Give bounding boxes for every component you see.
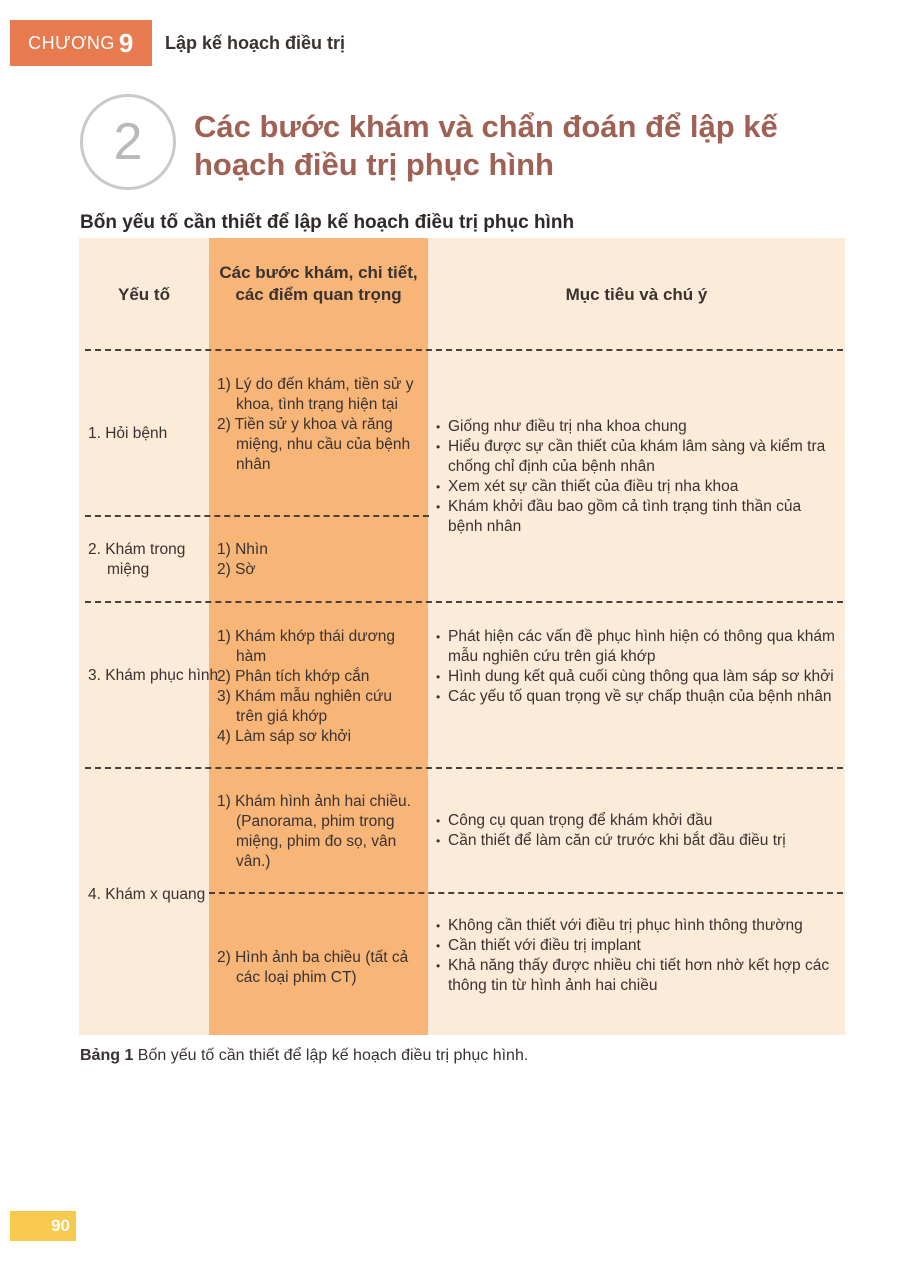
- note-item: • Công cụ quan trọng để khám khởi đầu: [436, 811, 836, 831]
- notes-1-2: [436, 417, 836, 537]
- note-item: • Giống như điều trị nha khoa chung: [436, 417, 836, 437]
- note-item: • Xem xét sự cần thiết của điều trị nha khoa: [436, 477, 836, 497]
- row-divider: [85, 349, 843, 351]
- steps-1: [217, 375, 422, 475]
- steps-4b: [217, 948, 422, 988]
- note-item: • Khám khởi đầu bao gồm cả tình trạng tinh thần của bệnh nhân: [436, 497, 836, 537]
- step-item: 2) Phân tích khớp cắn: [217, 668, 370, 685]
- section-number: 2: [80, 94, 176, 190]
- note-item: • Phát hiện các vấn đề phục hình hiện có thông qua khám mẫu nghiên cứu trên giá khớp: [436, 627, 836, 667]
- note-item: • Khả năng thấy được nhiều chi tiết hơn nhờ kết hợp các thông tin từ hình ảnh hai chiều: [436, 956, 836, 996]
- step-item: 1) Lý do đến khám, tiền sử y khoa, tình trạng hiện tại: [217, 376, 414, 413]
- row-divider: [85, 515, 429, 517]
- table-caption: [80, 1047, 528, 1065]
- note-item: • Các yếu tố quan trọng về sự chấp thuận của bệnh nhân: [436, 687, 836, 707]
- section-title: Các bước khám và chẩn đoán để lập kế hoạch điều trị phục hình: [194, 109, 778, 182]
- step-item: 1) Khám khớp thái dương hàm: [217, 628, 396, 665]
- notes-3: [436, 627, 836, 707]
- caption-text: Bốn yếu tố cần thiết để lập kế hoạch điều trị phục hình.: [133, 1047, 529, 1064]
- header-steps: Các bước khám, chi tiết, các điểm quan trọng: [219, 263, 418, 304]
- note-item: • Cần thiết với điều trị implant: [436, 936, 836, 956]
- step-item: 1) Nhìn: [217, 541, 268, 558]
- step-item: 2) Hình ảnh ba chiều (tất cả các loại phim CT): [217, 949, 409, 986]
- steps-4a: [217, 792, 422, 872]
- step-item: 4) Làm sáp sơ khởi: [217, 728, 352, 745]
- factor-1: 1. Hỏi bệnh: [88, 425, 168, 442]
- note-item: • Hiểu được sự cần thiết của khám lâm sàng và kiểm tra chống chỉ định của bệnh nhân: [436, 437, 836, 477]
- factor-2: 2. Khám trong miệng: [88, 541, 186, 578]
- note-item: • Hình dung kết quả cuối cùng thông qua làm sáp sơ khởi: [436, 667, 836, 687]
- row-divider: [209, 892, 843, 894]
- table-heading: Bốn yếu tố cần thiết để lập kế hoạch điều trị phục hình: [80, 212, 575, 233]
- factor-4: 4. Khám x quang: [88, 886, 206, 903]
- factors-table: [79, 238, 845, 1035]
- row-divider: [85, 601, 843, 603]
- step-item: 2) Sờ: [217, 561, 256, 578]
- chapter-number: 9: [118, 27, 134, 58]
- row-divider: [85, 767, 843, 769]
- steps-3: [217, 627, 422, 747]
- step-item: 3) Khám mẫu nghiên cứu trên giá khớp: [217, 688, 392, 725]
- page-number: 90: [10, 1211, 76, 1241]
- header-notes: Mục tiêu và chú ý: [565, 285, 708, 304]
- chapter-tag: [10, 20, 152, 66]
- caption-label: Bảng 1: [80, 1047, 134, 1064]
- step-item: 1) Khám hình ảnh hai chiều. (Panorama, phim trong miệng, phim đo sọ, vân vân.): [217, 793, 411, 870]
- chapter-label: CHƯƠNG: [28, 32, 115, 53]
- factor-3: 3. Khám phục hình: [88, 667, 219, 684]
- note-item: • Cần thiết để làm căn cứ trước khi bắt đầu điều trị: [436, 831, 836, 851]
- note-item: • Không cần thiết với điều trị phục hình thông thường: [436, 916, 836, 936]
- step-item: 2) Tiền sử y khoa và răng miệng, nhu cầu của bệnh nhân: [217, 416, 411, 473]
- notes-4a: [436, 811, 836, 851]
- header-factor: Yếu tố: [118, 285, 170, 304]
- steps-2: [217, 540, 422, 580]
- notes-4b: [436, 916, 836, 996]
- chapter-title: Lập kế hoạch điều trị: [165, 33, 346, 53]
